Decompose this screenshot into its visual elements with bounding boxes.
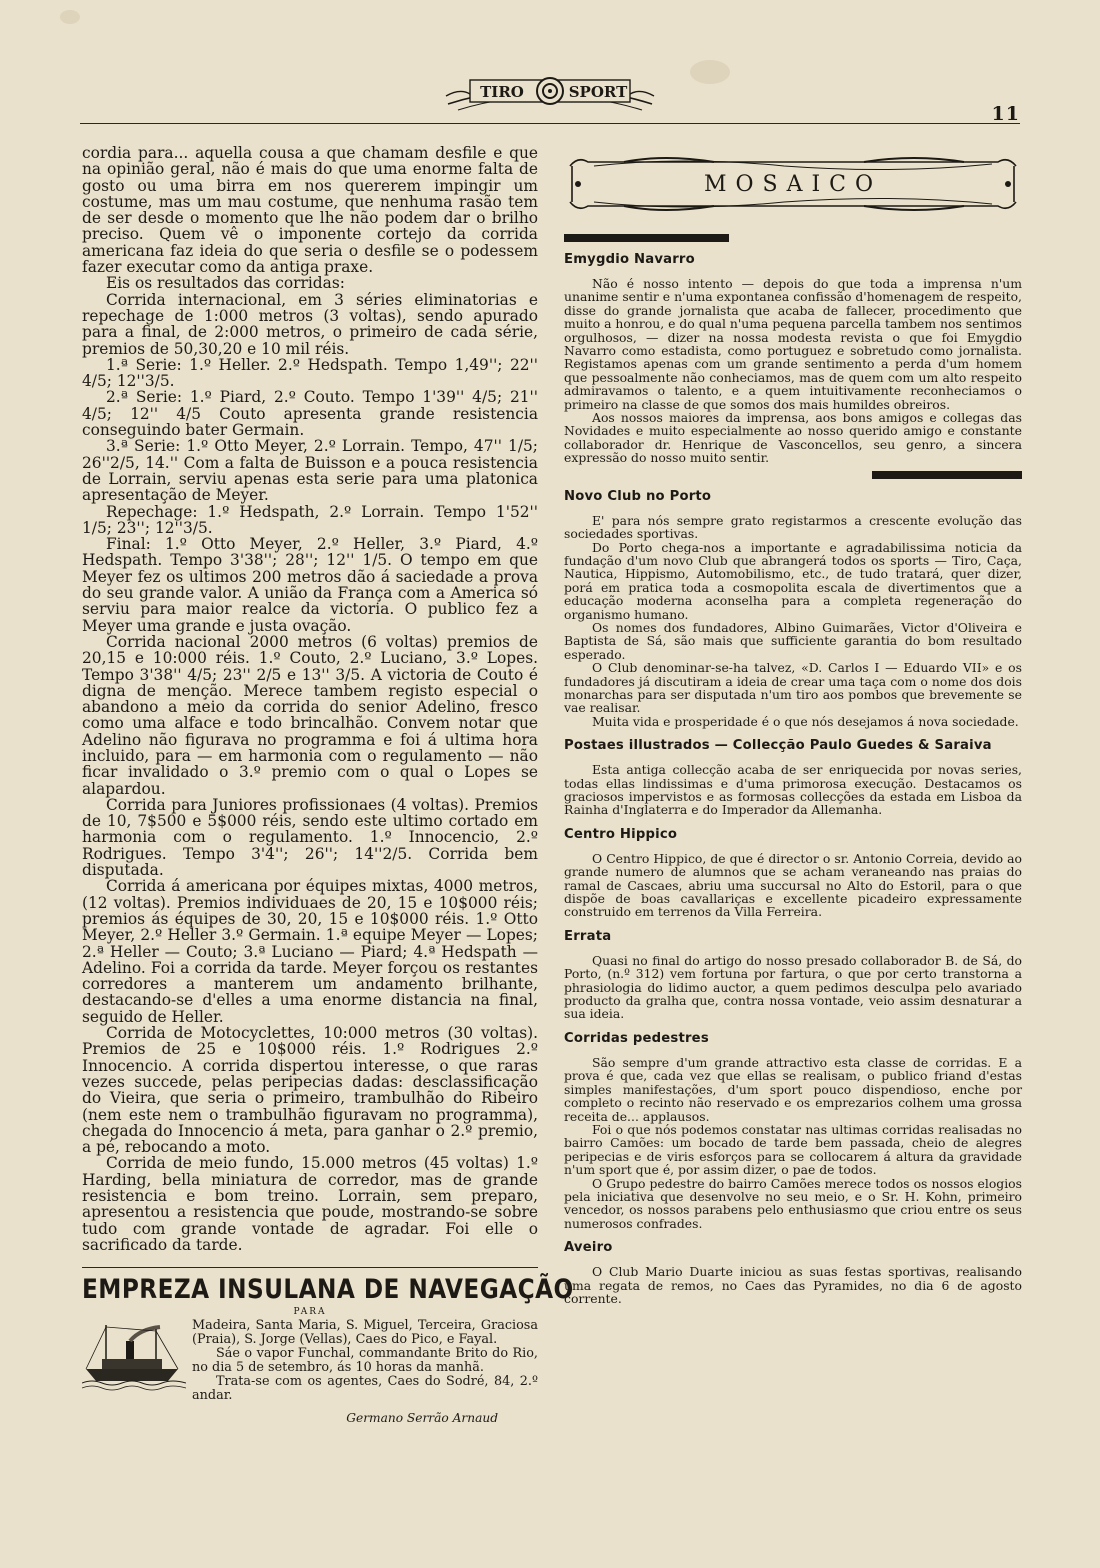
section-paragraph: Quasi no final do artigo do nosso presado collaborador B. de Sá, do Porto, (n.º 312) vem fortuna por fartura, o que por certo transtorna a phrasiologia do lidimo auctor, a quem pedimos desculpa pelo avariado producto da gralha que, contra nossa vontade, veio assim desnaturar a sua ideia.: [564, 952, 1022, 1022]
section-title: Errata: [564, 928, 612, 944]
section-title: Novo Club no Porto: [564, 488, 712, 504]
report-paragraph: cordia para... aquella cousa a que chamam desfile e que na opinião geral, não é mais do que uma enorme falta de gosto ou uma birra em nos quererem impingir um costume, mas um mau costume, que nenhuma rasão tem de ser desde o momento que lhe não podem dar o brilho preciso. Quem vê o imponente cortejo da corrida americana faz ideia do que seria o desfile se o podessem fazer executar como da antiga praxe.: [82, 144, 538, 277]
report-paragraph: 2.ª Serie: 1.º Piard, 2.º Couto. Tempo 1'39'' 4/5; 21'' 4/5; 12'' 4/5 Couto apresenta grande resistencia conseguindo bater Germain.: [82, 388, 538, 440]
report-paragraph: Eis os resultados das corridas:: [106, 274, 345, 293]
mosaico-sections: [564, 252, 1022, 1305]
left-column: [82, 144, 574, 1426]
race-report: [82, 145, 538, 1253]
section-paragraph: Não é nosso intento — depois do que toda a imprensa n'um unanime sentir e n'uma expontanea confissão d'homenagem de respeito, disse do grande jornalista que acaba de fallecer, procedimento que muito a honrou, e do qual n'uma pequena parcella tambem nos sentimos orgulhosos, — dizer na nossa modesta revista o que foi Emygdio Navarro como estadista, como portuguez e sobretudo como jornalista. Registamos apenas com um grande sentimento a perda d'um homem que pessoalmente não conheciamos, mas de quem com um alto respeito admiravamos o talento, e a quem intuitivamente reconheciamos o primeiro na classe de que somos dos mais humildes obreiros.: [564, 276, 1022, 412]
page-number: 11: [991, 103, 1020, 125]
section-paragraph: Aos nossos maiores da imprensa, aos bons amigos e collegas das Novidades e muito especialmente ao nosso querido amigo e constante collaborador dr. Henrique de Vasconcellos, seu genro, a sincera expressão do nosso muito sentir.: [564, 410, 1022, 466]
section-title: Aveiro: [564, 1240, 613, 1256]
section-paragraph: Esta antiga collecção acaba de ser enriquecida por novas series, todas ellas lindissimas e d'uma primorosa execução. Destacamos os graciosos impervistos e as formosas collecções da estada em Lisboa da Rainha d'Inglaterra e do Imperador da Allemanha.: [564, 762, 1022, 818]
section-paragraph: Muita vida e prosperidade é o que nós desejamos á nova sociedade.: [592, 713, 1019, 729]
ad-title: EMPREZA INSULANA DE NAVEGAÇÃO: [82, 1274, 574, 1306]
report-paragraph: Corrida de meio fundo, 15.000 metros (45 voltas) 1.º Harding, bella miniatura de corredor, mas de grande resistencia e bom treino. Lorrain, sem preparo, apresentou a resistencia que poude, mostrando-se sobre tudo com grande vontade de agradar. Foi elle o sacrificado da tarde.: [82, 1154, 538, 1254]
section-paragraph: Os nomes dos fundadores, Albino Guimarães, Victor d'Oliveira e Baptista de Sá, são mais que sufficiente garantia do bom resultado esperado.: [564, 619, 1022, 662]
header-rule: [80, 123, 1020, 124]
section-title: Postaes illustrados — Collecção Paulo Guedes & Saraiva: [564, 738, 992, 754]
steamship-icon: [82, 1319, 186, 1391]
right-column: [564, 152, 1022, 1305]
divider-bar: [564, 234, 729, 242]
section-paragraph: Do Porto chega-nos a importante e agradabilissima noticia da fundação d'um novo Club que abrangerá todos os sports — Tiro, Caça, Nautica, Hippismo, Automobilismo, etc., de tudo tratará, quer dizer, porá em pratica toda a cosmopolita escala de divertimentos que a educação moderna aconselha para a completa regeneração do organismo humano.: [564, 539, 1022, 622]
paper-stain: [60, 10, 80, 24]
section-title: Emygdio Navarro: [564, 252, 695, 267]
report-paragraph: Repechage: 1.º Hedspath, 2.º Lorrain. Tempo 1'52'' 1/5; 23''; 12''3/5.: [82, 502, 538, 537]
ad-signature: Germano Serrão Arnaud: [346, 1411, 498, 1426]
masthead-text: TIRO: [480, 83, 524, 101]
section-title: Corridas pedestres: [564, 1030, 709, 1046]
ad-para-label: PARA: [293, 1307, 327, 1318]
report-paragraph: 3.ª Serie: 1.º Otto Meyer, 2.º Lorrain. Tempo, 47'' 1/5; 26''2/5, 14.'' Com a falta de Buisson e a pouca resistencia de Lorrain, serviu apenas esta serie para uma platonica apresentação de Meyer.: [82, 437, 538, 505]
ad-destinations: Madeira, Santa Maria, S. Miguel, Terceira, Graciosa (Praia), S. Jorge (Vellas), Caes do Pico, e Fayal.: [192, 1318, 538, 1348]
section-title: Centro Hippico: [564, 826, 678, 842]
report-paragraph: Corrida nacional 2000 metros (6 voltas) premios de 20,15 e 10:000 réis. 1.º Couto, 2.º Luciano, 3.º Lopes. Tempo 3'38'' 4/5; 23'' 2/5 e 13'' 3/5. A victoria de Couto é digna de menção. Merece tambem registo especial o abandono a meio da corrida do senior Adelino, fresco como uma alface e todo brincalhão. Convem notar que Adelino não figurava no programma e foi á ultima hora incluido, para — em harmonia com o regulamento — não ficar invalidado o 3.º premio com o qual o Lopes se alapardou.: [82, 632, 538, 798]
masthead-logo: [440, 66, 660, 116]
advertisement: [82, 1267, 574, 1426]
svg-text:SPORT: SPORT: [568, 83, 628, 101]
section-paragraph: O Grupo pedestre do bairro Camões merece todos os nossos elogios pela iniciativa que desenvolve no seu meio, e o Sr. H. Kohn, primeiro vencedor, os nossos parabens pelo enthusiasmo que criou entre os seus numerosos confrades.: [564, 1175, 1022, 1231]
report-paragraph: Final: 1.º Otto Meyer, 2.º Heller, 3.º Piard, 4.º Hedspath. Tempo 3'38''; 28''; 12'' 1/5. O tempo em que Meyer fez os ultimos 200 metros dão á saciedade a prova do seu grande valor. A união da França com a America só serviu para maior realce da victoria. O publico fez a Meyer uma grande e justa ovação.: [82, 535, 538, 635]
ad-sailing: Sáe o vapor Funchal, commandante Brito do Rio, no dia 5 de setembro, ás 10 horas da manhã.: [192, 1346, 538, 1376]
section-paragraph: O Club Mario Duarte iniciou as suas festas sportivas, realisando uma regata de remos, no Caes das Pyramides, no dia 6 de agosto corrente.: [564, 1264, 1022, 1306]
report-paragraph: 1.ª Serie: 1.º Heller. 2.º Hedspath. Tempo 1,49''; 22'' 4/5; 12''3/5.: [82, 355, 538, 391]
section-paragraph: E' para nós sempre grato registarmos a crescente evolução das sociedades sportivas.: [564, 512, 1022, 542]
ad-agents: Trata-se com os agentes, Caes do Sodré, 84, 2.º andar.: [192, 1374, 538, 1404]
section-paragraph: O Club denominar-se-ha talvez, «D. Carlos I — Eduardo VII» e os fundadores já discutiram a ideia de crear uma taça com o nome dos dois monarchas para ser disputada n'um tiro aos pombos que brevemente se vae realisar.: [564, 660, 1022, 716]
divider-bar: [872, 471, 1022, 479]
section-header-title: MOSAICO: [703, 172, 883, 197]
mosaico-header: [564, 152, 1022, 214]
section-paragraph: São sempre d'um grande attractivo esta classe de corridas. E a prova é que, cada vez que ellas se realisam, o publico friand d'estas simples manifestações, d'um sport pouco dispendioso, enche por completo o recinto não reservado e os emprezarios colhem uma grossa receita de... applausos.: [564, 1054, 1022, 1124]
section-paragraph: Foi o que nós podemos constatar nas ultimas corridas realisadas no bairro Camões: um bocado de tarde bem passada, cheio de alegres peripecias e de viris esforços para se collocarem á altura da gravidade n'um sport que é, por assim dizer, o pae de todos.: [564, 1121, 1022, 1178]
section-paragraph: O Centro Hippico, de que é director o sr. Antonio Correia, devido ao grande numero de alumnos que se acham veraneando nas praias do ramal de Cascaes, abriu uma succursal no Alto do Estoril, para o que dispõe de boas cavallariças e excellente picadeiro expressamente construido em terrenos da Villa Ferreira.: [564, 850, 1022, 920]
paper-stain: [690, 60, 730, 84]
report-paragraph: Corrida de Motocyclettes, 10:000 metros (30 voltas). Premios de 25 e 10$000 réis. 1.º Rodrigues 2.º Innocencio. A corrida dispertou interesse, o que raras vezes succede, pelas peripecias dadas: desclassificação do Vieira, que seria o primeiro, trambulhão do Ribeiro (nem este nem o trambulhão figuravam no programma), chegada do Innocencio á meta, para ganhar o 2.º premio, a pé, rebocando a moto.: [82, 1024, 538, 1157]
report-paragraph: Corrida para Juniores profissionaes (4 voltas). Premios de 10, 7$500 e 5$000 réis, sendo este ultimo cortado em harmonia com o regulamento. 1.º Innocencio, 2.º Rodrigues. Tempo 3'4''; 26''; 14''2/5. Corrida bem disputada.: [82, 795, 538, 880]
report-paragraph: Corrida internacional, em 3 séries eliminatorias e repechage de 1:000 metros (3 voltas), sendo apurado para a final, de 2:000 metros, o primeiro de cada série, premios de 50,30,20 e 10 mil réis.: [82, 290, 538, 358]
report-paragraph: Corrida á americana por équipes mixtas, 4000 metros, (12 voltas). Premios individuaes de 20, 15 e 10$000 réis; premios ás équipes de 30, 20, 15 e 10$000 réis. 1.º Otto Meyer, 2.º Heller 3.º Germain. 1.ª equipe Meyer — Lopes; 2.ª Heller — Couto; 3.ª Luciano — Piard; 4.ª Hedspath — Adelino. Foi a corrida da tarde. Meyer forçou os restantes corredores a manterem um andamento brilhante, destacando-se d'elles a uma enorme distancia na final, seguido de Heller.: [82, 877, 538, 1026]
